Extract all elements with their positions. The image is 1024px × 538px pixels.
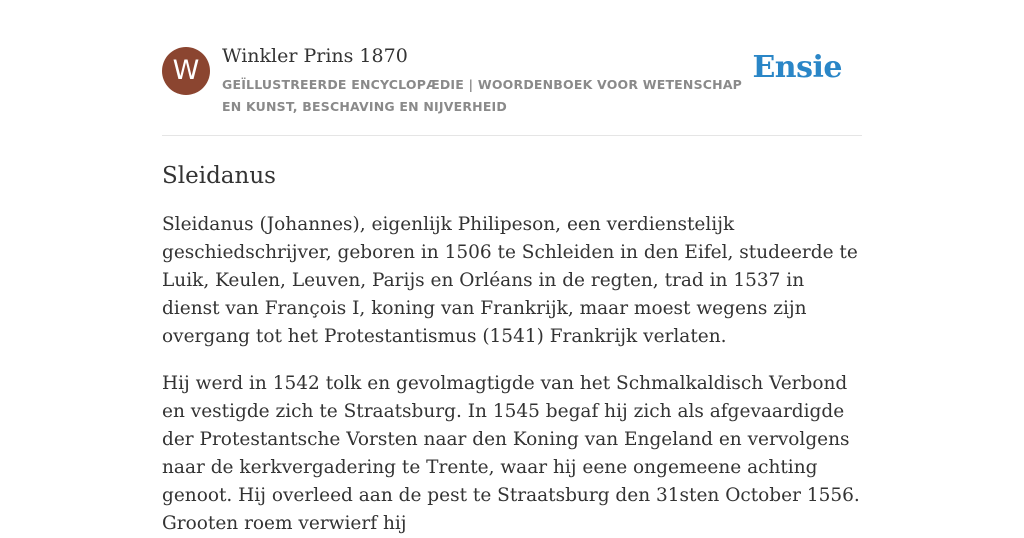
ensie-logo[interactable]: Ensie	[752, 50, 842, 85]
entry-paragraph-1: Sleidanus (Johannes), eigenlijk Philipeson, een verdienstelijk geschiedschrijver, geboren in 1506 te Schleiden in den Eifel, studeerde te Luik, Keulen, Leuven, Parijs en Orléans in de regten, trad in 1537 in dienst van François I, koning van Frankrijk, maar moest wegens zijn overgang tot het Protestantismus (1541) Frankrijk verlaten.	[162, 214, 858, 347]
source-avatar[interactable]: W	[162, 47, 210, 95]
entry-paragraph-2: Hij werd in 1542 tolk en gevolmagtigde van het Schmalkaldisch Verbond en vestigde zich te Straatsburg. In 1545 begaf hij zich als afgevaardigde der Protestantsche Vorsten naar den Koning van Engeland en vervolgens naar de kerkvergadering te Trente, waar hij eene ongemeene achting genoot. Hij overleed aan de pest te Straatsburg den 31sten October 1556. Grooten roem verwierf hij	[162, 373, 860, 534]
site-header	[162, 0, 862, 136]
source-subtitle: GEÏLLUSTREERDE ENCYCLOPÆDIE | WOORDENBOEK VOOR WETENSCHAP EN KUNST, BESCHAVING EN NIJVERHEID	[222, 77, 743, 114]
source-title-link[interactable]: Winkler Prins 1870	[222, 45, 408, 67]
page	[162, 0, 862, 538]
entry-title: Sleidanus	[162, 163, 276, 189]
